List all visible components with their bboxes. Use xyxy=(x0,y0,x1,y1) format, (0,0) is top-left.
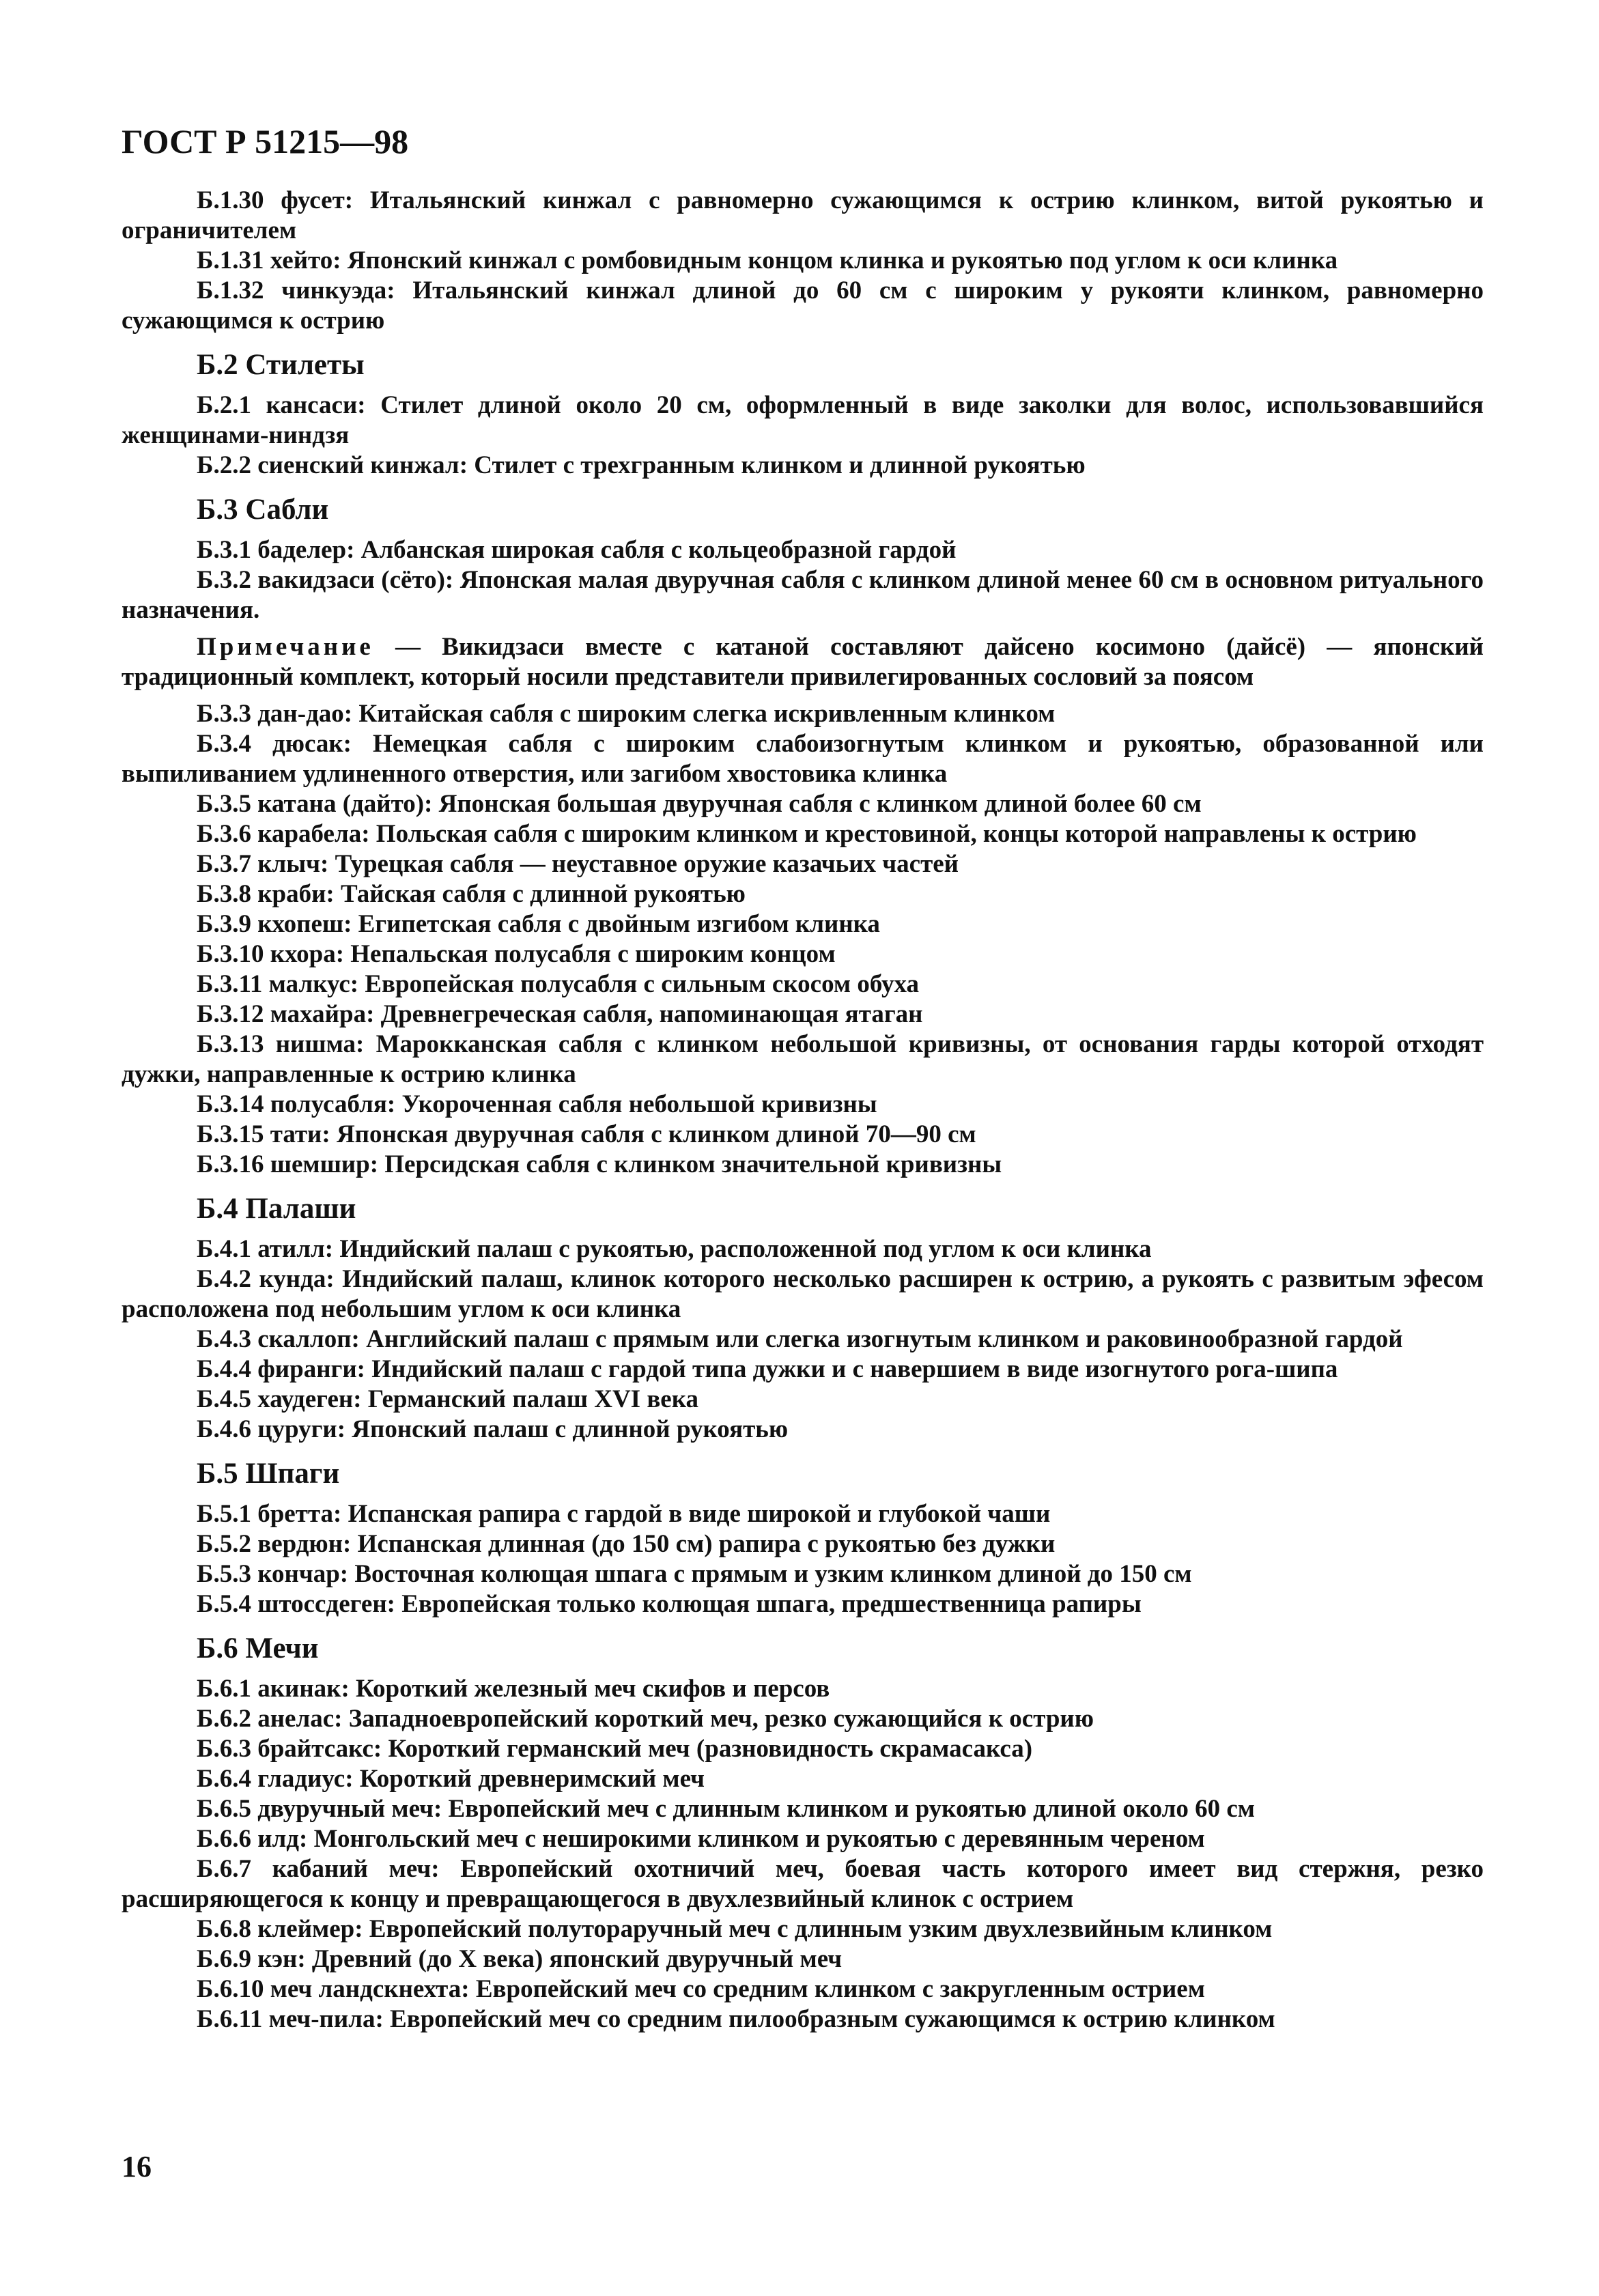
term-entry: Б.6.8 клеймер: Европейский полутораручный меч с длинным узким двухлезвийным клинком xyxy=(197,1915,1273,1943)
term-entry: Б.1.30 фусет: Итальянский кинжал с равномерно сужающимся к острию клинком, витой рукоятью и ограничителем xyxy=(122,186,1484,244)
term-entry: Б.3.5 катана (дайто): Японская большая двуручная сабля с клинком длиной более 60 см xyxy=(197,790,1202,818)
term-entry: Б.3.11 малкус: Европейская полусабля с сильным скосом обуха xyxy=(197,970,919,998)
term-entry: Б.3.1 баделер: Албанская широкая сабля с кольцеобразной гардой xyxy=(197,536,957,564)
term-entry: Б.6.11 меч-пила: Европейский меч со средним пилообразным сужающимся к острию клинком xyxy=(197,2005,1275,2033)
term-entry: Б.4.2 кунда: Индийский палаш, клинок которого несколько расширен к острию, а рукоять с развитым эфесом расположена под небольшим углом к оси клинка xyxy=(122,1265,1484,1323)
term-entry: Б.6.7 кабаний меч: Европейский охотничий меч, боевая часть которого имеет вид стержня, резко расширяющегося к концу и превращающегося в двухлезвийный клинок с острием xyxy=(122,1855,1484,1913)
term-entry: Б.3.16 шемшир: Персидская сабля с клинком значительной кривизны xyxy=(197,1150,1002,1178)
term-entry: Б.6.9 кэн: Древний (до X века) японский двуручный меч xyxy=(197,1945,843,1973)
section-heading: Б.5 Шпаги xyxy=(197,1458,340,1490)
term-entry: Б.3.4 дюсак: Немецкая сабля с широким слабоизогнутым клинком и рукоятью, образованной или выпиливанием удлиненного отверстия, или загибом хвостовика клинка xyxy=(122,730,1484,788)
term-entry: Б.4.5 хаудеген: Германский палаш XVI века xyxy=(197,1385,698,1413)
term-entry: Б.3.7 клыч: Турецкая сабля — неуставное оружие казачьих частей xyxy=(197,850,959,878)
term-entry: Б.3.6 карабела: Польская сабля с широким клинком и крестовиной, концы которой направлены к острию xyxy=(197,820,1417,848)
term-entry: Б.6.5 двуручный меч: Европейский меч с длинным клинком и рукоятью длиной около 60 см xyxy=(197,1795,1255,1823)
section-heading: Б.2 Стилеты xyxy=(197,349,365,381)
term-entry: Б.5.4 штоссдеген: Европейская только колющая шпага, предшественница рапиры xyxy=(197,1590,1142,1618)
term-entry: Б.6.10 меч ландскнехта: Европейский меч со средним клинком с закругленным острием xyxy=(197,1975,1205,2003)
term-entry: Б.1.31 хейто: Японский кинжал с ромбовидным концом клинка и рукоятью под углом к оси клинка xyxy=(197,246,1338,274)
term-entry: Б.2.2 сиенский кинжал: Стилет с трехгранным клинком и длинной рукоятью xyxy=(197,451,1086,479)
term-entry: Б.3.8 краби: Тайская сабля с длинной рукоятью xyxy=(197,880,746,908)
term-entry: Б.5.1 бретта: Испанская рапира с гардой в виде широкой и глубокой чаши xyxy=(197,1500,1051,1528)
section-heading: Б.4 Палаши xyxy=(197,1193,356,1225)
term-entry: Б.4.4 фиранги: Индийский палаш с гардой типа дужки и с навершием в виде изогнутого рога-шипа xyxy=(197,1355,1338,1383)
term-entry: Б.4.3 скаллоп: Английский палаш с прямым или слегка изогнутым клинком и раковинообразной гардой xyxy=(197,1325,1403,1353)
term-entry: Б.6.3 брайтсакс: Короткий германский меч (разновидность скрамасакса) xyxy=(197,1735,1033,1763)
term-entry: Б.3.15 тати: Японская двуручная сабля с клинком длиной 70—90 см xyxy=(197,1120,976,1148)
note-label: Примечание xyxy=(197,633,374,661)
page-number: 16 xyxy=(122,2150,152,2183)
term-entry: Б.3.9 кхопеш: Египетская сабля с двойным изгибом клинка xyxy=(197,910,880,938)
term-entry: Б.3.10 кхора: Непальская полусабля с широким концом xyxy=(197,940,836,968)
note xyxy=(122,632,1484,692)
term-entry: Б.4.1 атилл: Индийский палаш с рукоятью, расположенной под углом к оси клинка xyxy=(197,1235,1152,1263)
term-entry: Б.6.2 анелас: Западноевропейский короткий меч, резко сужающийся к острию xyxy=(197,1705,1094,1733)
term-entry: Б.6.1 акинак: Короткий железный меч скифов и персов xyxy=(197,1675,830,1703)
section-heading: Б.3 Сабли xyxy=(197,494,329,526)
term-entry: Б.2.1 кансаси: Стилет длиной около 20 см, оформленный в виде заколки для волос, использовавшийся женщинами-ниндзя xyxy=(122,391,1484,449)
term-entry: Б.3.13 нишма: Марокканская сабля с клинком небольшой кривизны, от основания гарды которой отходят дужки, направленные к острию клинка xyxy=(122,1030,1484,1088)
note-text: — Викидзаси вместе с катаной составляют дайсено косимоно (дайсё) — японский традиционный комплект, который носили представители привилегированных сословий за поясом xyxy=(122,633,1484,691)
term-entry: Б.6.6 илд: Монгольский меч с неширокими клинком и рукоятью с деревянным череном xyxy=(197,1825,1205,1853)
document-content xyxy=(122,186,1484,2035)
term-entry: Б.3.14 полусабля: Укороченная сабля небольшой кривизны xyxy=(197,1090,877,1118)
document-header: ГОСТ Р 51215—98 xyxy=(122,122,409,160)
term-entry: Б.4.6 цуруги: Японский палаш с длинной рукоятью xyxy=(197,1415,789,1443)
term-entry: Б.5.3 кончар: Восточная колющая шпага с прямым и узким клинком длиной до 150 см xyxy=(197,1560,1192,1588)
term-entry: Б.1.32 чинкуэда: Итальянский кинжал длиной до 60 см с широким у рукояти клинком, равномерно сужающимся к острию xyxy=(122,277,1484,335)
term-entry: Б.3.2 вакидзаси (сёто): Японская малая двуручная сабля с клинком длиной менее 60 см в основном ритуального назначения. xyxy=(122,566,1484,624)
term-entry: Б.3.12 махайра: Древнегреческая сабля, напоминающая ятаган xyxy=(197,1000,923,1028)
section-heading: Б.6 Мечи xyxy=(197,1632,319,1664)
term-entry: Б.5.2 вердюн: Испанская длинная (до 150 см) рапира с рукоятью без дужки xyxy=(197,1530,1056,1558)
term-entry: Б.6.4 гладиус: Короткий древнеримский меч xyxy=(197,1765,705,1793)
term-entry: Б.3.3 дан-дао: Китайская сабля с широким слегка искривленным клинком xyxy=(197,700,1056,728)
